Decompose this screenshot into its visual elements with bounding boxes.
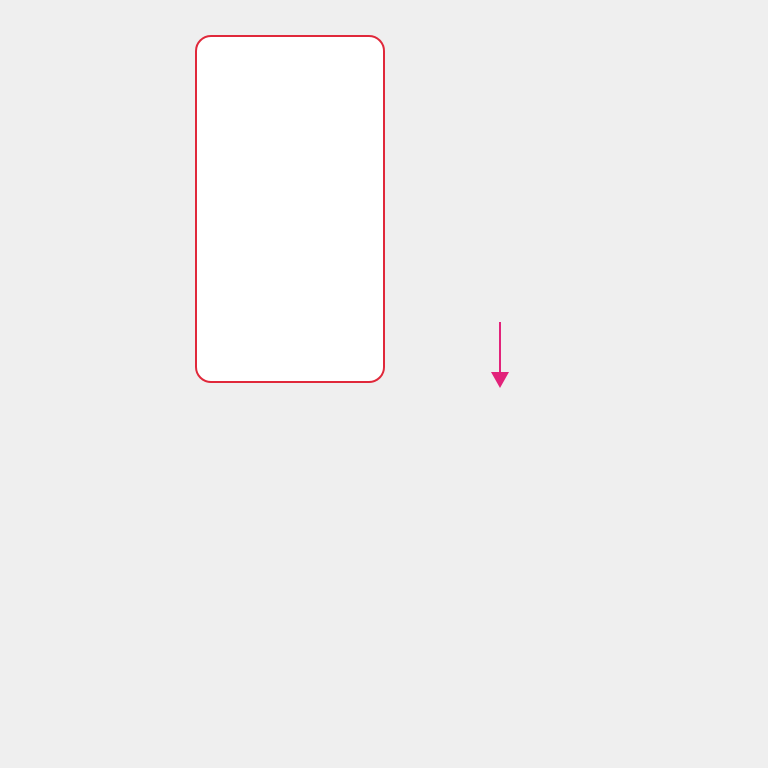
product-frame [195,35,385,383]
arrow-head-icon [491,372,509,388]
down-arrow-icon [499,322,501,374]
